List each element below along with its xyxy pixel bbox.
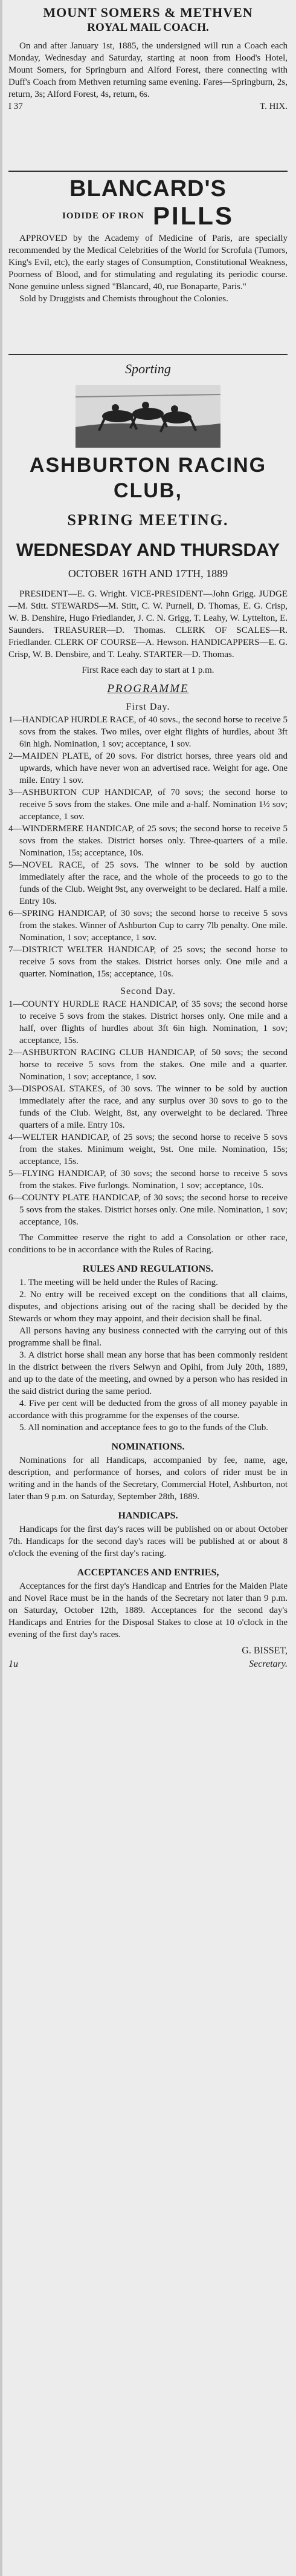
secretary-signature [8,1644,288,1671]
race-event: 4—WELTER HANDICAP, of 25 sovs; the second horse to receive 5 sovs from the stakes. Minimum weight, 9st. One mile. Nomination, 15s; acceptance, 15s. [8,1133,288,1166]
pills-subtitle: IODIDE OF IRON [62,211,144,221]
race-event: 5—FLYING HANDICAP, of 30 sovs; the second horse to receive 5 sovs from the stakes. Five furlongs. Nomination, 1 sov; acceptance, 10s. [8,1169,288,1191]
handicaps-heading: HANDICAPS. [118,1511,178,1521]
section-heading-sporting: Sporting [125,361,171,376]
rules-heading: RULES AND REGULATIONS. [82,1264,214,1274]
programme-heading: PROGRAMME [107,682,189,695]
footer-ref: 1u [8,1659,18,1669]
signature-title: Secretary. [249,1659,288,1669]
meeting-title: SPRING MEETING. [67,511,229,529]
signature-name: G. BISSET, [242,1646,288,1656]
coach-body: On and after January 1st, 1885, the undersigned will run a Coach each Monday, Wednesday and Saturday, starting at noon from Hood's Hotel, Mount Somers, for Springburn and Alford Forest, there connecting with Duff's Coach from Methven returning same evening. Fares—Springburn, 2s, return, 3s; Alford Forest, 4s, return, 6s. [8,41,288,99]
divider [8,171,288,172]
pills-title-row [8,202,288,230]
rule-item: All persons having any business connected with the carrying out of this programme shall be final. [8,1326,288,1348]
page-edge [0,0,2,2576]
handicaps-body: Handicaps for the first day's races will be published on or about October 7th. Handicaps for the second day's races will be published at or about 8 o'clock the evening of the first day's racing. [8,1525,288,1558]
coach-heading: MOUNT SOMERS & METHVEN [43,5,253,20]
race-event: 5—NOVEL RACE, of 25 sovs. The winner to be sold by auction immediately after the race, and the whole of the proceeds to go to the funds of the Club. Weight 9st, any overweight to be declared. Half a mile. Entry 10s. [8,860,288,906]
pills-advert [8,175,288,305]
race-event: 3—DISPOSAL STAKES, of 30 sovs. The winner to be sold by auction immediately after the race, and any surplus over 30 sovs to go to the funds of the Club. Weight, 8st, any overweight to be declared. Three quarters of a mile. Entry 10s. [8,1084,288,1130]
racing-club-advert [8,453,288,1671]
race-event: 6—COUNTY PLATE HANDICAP, of 30 sovs; the second horse to receive 5 sovs from the stakes. District horses only. One mile. Nomination, 1 sov; acceptance, 10s. [8,1193,288,1227]
coach-footer [8,100,288,113]
racing-engraving-image [76,385,220,448]
race-event: 2—ASHBURTON RACING CLUB HANDICAP, of 50 sovs; the second horse to receive 5 sovs from the stakes. One mile and a quarter. Nomination, 1 sov; acceptance, 1 sov. [8,1048,288,1082]
coach-subheading: ROYAL MAIL COACH. [87,21,209,34]
race-event: 2—MAIDEN PLATE, of 20 sovs. For district horses, three years old and upwards, which have never won an advertised race. Weight for age. One mile. Entry 1 sov. [8,751,288,785]
race-event: 6—SPRING HANDICAP, of 30 sovs; the second horse to receive 5 sovs from the stakes. Winner of Ashburton Cup to carry 7lb penalty. One mile. Nomination, 1 sov; acceptance, 1 sov. [8,909,288,943]
rule-item: 3. A district horse shall mean any horse that has been commonly resident in the district between the rivers Selwyn and Opihi, from July 20th, 1889, and up to the date of the meeting, and owned by a person who has resided in the said district during the same period. [8,1350,288,1396]
coach-ref: I 37 [8,102,23,111]
consolation-note: The Committee reserve the right to add a Consolation or other race, conditions to be in accordance with the Rules of Racing. [8,1233,288,1255]
rule-item: 4. Five per cent will be deducted from the gross of all money payable in accordance with this programme for the expenses of the course. [8,1399,288,1420]
day2-heading: Second Day. [120,986,176,996]
pills-sold: Sold by Druggists and Chemists throughout the Colonies. [19,294,228,304]
rules-list [8,1277,288,1434]
day1-events [8,714,288,980]
nominations-heading: NOMINATIONS. [111,1442,185,1452]
rule-item: 5. All nomination and acceptance fees to go to the funds of the Club. [19,1423,268,1433]
rule-item: 1. The meeting will be held under the Rules of Racing. [19,1278,218,1287]
race-event: 3—ASHBURTON CUP HANDICAP, of 70 sovs; the second horse to receive 5 sovs from the stakes. One mile and a-half. Nomination 1½ sov; acceptance, 1 sov. [8,788,288,822]
day1-heading: First Day. [126,702,170,712]
race-event: 7—DISTRICT WELTER HANDICAP, of 25 sovs; the second horse to receive 5 sovs from the stakes. District horses only. One mile and a quarter. Nomination, 15s; acceptance, 10s. [8,945,288,979]
signature-title-row [8,1658,288,1671]
pills-body: APPROVED by the Academy of Medicine of Paris, are specially recommended by the Medical Celebrities of the World for Scrofula (Tumors, King's Evil, etc), the early stages of Consumption, Constitutional Weakness, Poorness of Blood, and for stimulating and regulating its periodic course. None genuine unless signed "Blancard, 40, rue Bonaparte, Paris." [8,234,288,292]
coach-signature: T. HIX. [260,102,288,111]
first-race-time: First Race each day to start at 1 p.m. [82,665,214,675]
race-days: WEDNESDAY AND THURSDAY [16,540,280,560]
race-event: 1—HANDICAP HURDLE RACE, of 40 sovs., the second horse to receive 5 sovs from the stakes. Two miles, over eight flights of hurdles, about 3ft 6in high. Nomination, 1 sov; acceptance, 1 sov. [8,715,288,749]
race-event: 4—WINDERMERE HANDICAP, of 25 sovs; the second horse to receive 5 sovs from the stakes. District horses only. Three-quarters of a mile. Nomination, 15s; acceptance, 10s. [8,824,288,858]
officials-list: PRESIDENT—E. G. Wright. VICE-PRESIDENT—John Grigg. JUDGE—M. Stitt. STEWARDS—M. Stitt, C. W. Purnell, D. Thomas, E. G. Crisp, W. B. Denshire, Hugo Friedlander, J. C. N. Grigg, T. Leahy, W. Lyttelton, E. Saunders. TREASURER—D. Thomas. CLERK OF SCALES—R. Friedlander. CLERK OF COURSE—A. Hewson. HANDICAPPERS—E. G. Crisp, W. B. Densbire, and T. Leahy. STARTER—D. Thomas. [8,589,288,659]
race-dates: OCTOBER 16TH AND 17TH, 1889 [68,567,228,580]
nominations-body: Nominations for all Handicaps, accompanied by fee, name, age, description, and performance of horses, and colors of rider must be in writing and in the hands of the Secretary, Commercial Hotel, Ashburton, not later than 9 p.m. on Saturday, September 28th, 1889. [8,1456,288,1502]
day2-events [8,998,288,1228]
race-event: 1—COUNTY HURDLE RACE HANDICAP, of 35 sovs; the second horse to receive 5 sovs from the stakes. District horses only. One mile and a half, over flights of hurdles about 3ft 6in high. Nomination, 1 sov; acceptance, 15s. [8,999,288,1045]
pills-word: PILLS [152,201,234,230]
acceptances-heading: ACCEPTANCES AND ENTRIES, [77,1568,219,1578]
club-title: ASHBURTON RACING CLUB, [29,454,267,502]
rule-item: 2. No entry will be received except on the conditions that all claims, disputes, and objections arising out of the racing shall be decided by the Stewards or whom they may appoint, and their decision shall be final. [8,1290,288,1324]
divider [8,354,288,355]
pills-title: BLANCARD'S [69,176,227,201]
acceptances-body: Acceptances for the first day's Handicap and Entries for the Maiden Plate and Novel Race must be in the hands of the Secretary not later than 9 p.m. on Saturday, October 12th, 1889. Acceptances for the second day's Handicaps and Entries for the Disposal Stakes to close at 10 o'clock in the evening of the first day's races. [8,1581,288,1639]
coach-advert [8,5,288,113]
